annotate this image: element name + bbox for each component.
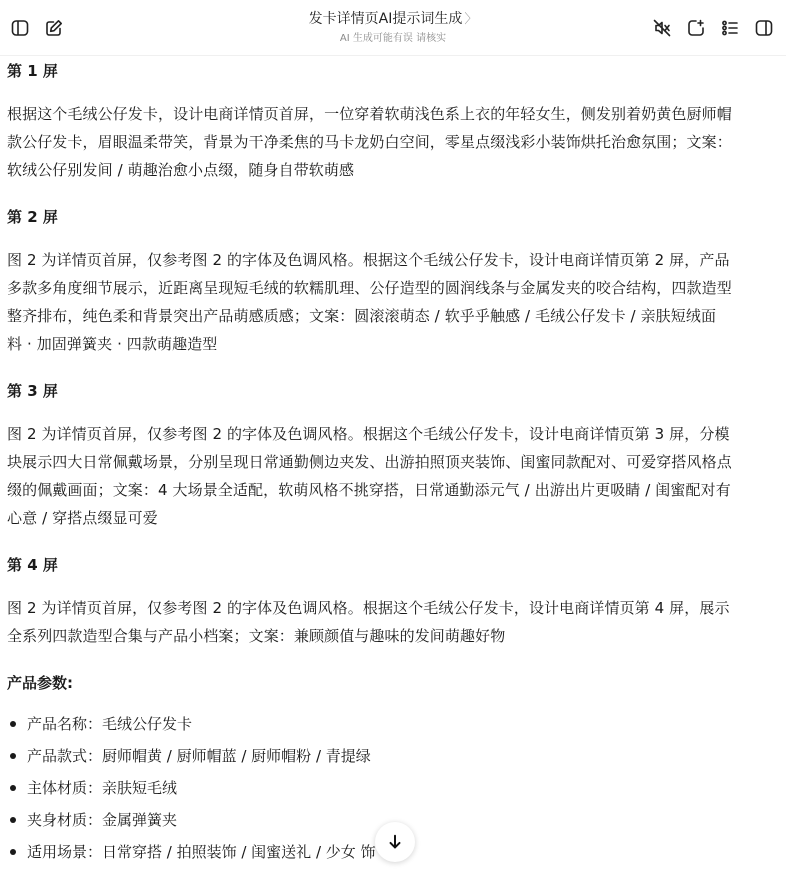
paragraph-line: 图 2 为详情页首屏，仅参考图 2 的字体及色调风格。根据这个毛绒公仔发卡，设计电商详情页第 3 屏，分模	[7, 425, 730, 443]
paragraph-line: 心意 / 穿搭点缀显可爱	[7, 509, 158, 527]
new-chat-button[interactable]	[684, 16, 708, 40]
ai-disclaimer: AI 生成可能有误 请核实	[339, 33, 447, 44]
sidebar-toggle-icon	[10, 18, 30, 38]
new-chat-icon	[686, 18, 706, 38]
section-title: 第 2 屏	[7, 208, 58, 226]
message-content	[7, 56, 779, 869]
section-body	[7, 420, 779, 532]
panel-icon	[754, 18, 774, 38]
params-title: 产品参数:	[7, 674, 73, 692]
section-body	[7, 594, 779, 650]
section-title: 第 3 屏	[7, 382, 58, 400]
paragraph-line: 整齐排布，纯色柔和背景突出产品萌感质感；文案：圆滚滚萌态 / 软乎乎触感 / 毛绒公仔发卡 / 亲肤短绒面	[7, 307, 717, 325]
paragraph-line: 图 2 为详情页首屏，仅参考图 2 的字体及色调风格。根据这个毛绒公仔发卡，设计电商详情页第 4 屏，展示	[7, 599, 730, 617]
mute-icon	[652, 18, 672, 38]
list-button[interactable]	[718, 16, 742, 40]
paragraph-line: 根据这个毛绒公仔发卡，设计电商详情页首屏，一位穿着软萌浅色系上衣的年轻女生，侧发别着奶黄色厨师帽	[7, 105, 732, 123]
list-item: 产品名称：毛绒公仔发卡	[7, 708, 779, 740]
paragraph-line: 块展示四大日常佩戴场景，分别呈现日常通勤侧边夹发、出游拍照顶夹装饰、闺蜜同款配对、可爱穿搭风格点	[7, 453, 732, 471]
mute-button[interactable]	[650, 16, 674, 40]
section-title: 第 1 屏	[7, 62, 58, 80]
header-title-area[interactable]	[193, 9, 593, 46]
sidebar-toggle-button[interactable]	[8, 16, 32, 40]
list-item: 夹身材质：金属弹簧夹	[7, 804, 779, 836]
list-icon	[720, 18, 740, 38]
edit-icon	[44, 18, 64, 38]
paragraph-line: 缀的佩戴画面；文案：4 大场景全适配，软萌风格不挑穿搭，日常通勤添元气 / 出游出片更吸睛 / 闺蜜配对有	[7, 481, 731, 499]
paragraph-line: 款公仔发卡，眉眼温柔带笑，背景为干净柔焦的马卡龙奶白空间，零星点缀浅彩小装饰烘托治愈氛围；文案：	[7, 133, 732, 151]
section-title: 第 4 屏	[7, 556, 58, 574]
top-bar	[0, 0, 786, 56]
section-body	[7, 100, 779, 184]
list-item: 主体材质：亲肤短毛绒	[7, 772, 779, 804]
chevron-right-icon: 〉	[464, 12, 478, 27]
paragraph-line: 料 · 加固弹簧夹 · 四款萌趣造型	[7, 335, 218, 353]
paragraph-line: 软绒公仔别发间 / 萌趣治愈小点缀，随身自带软萌感	[7, 161, 355, 179]
page-title[interactable]	[193, 9, 593, 30]
list-item: 适用场景：日常穿搭 / 拍照装饰 / 闺蜜送礼 / 少女 饰	[7, 836, 779, 868]
page-title-text: 发卡详情页AI提示词生成	[308, 11, 463, 27]
paragraph-line: 多款多角度细节展示，近距离呈现短毛绒的软糯肌理、公仔造型的圆润线条与金属发夹的咬合结构，四款造型	[7, 279, 732, 297]
panel-button[interactable]	[752, 16, 776, 40]
list-item: 产品款式：厨师帽黄 / 厨师帽蓝 / 厨师帽粉 / 青提绿	[7, 740, 779, 772]
scroll-to-bottom-button[interactable]	[375, 822, 415, 862]
section-body	[7, 246, 779, 358]
paragraph-line: 全系列四款造型合集与产品小档案；文案：兼顾颜值与趣味的发间萌趣好物	[7, 627, 506, 645]
edit-button[interactable]	[42, 16, 66, 40]
arrow-down-icon	[386, 833, 404, 851]
paragraph-line: 图 2 为详情页首屏，仅参考图 2 的字体及色调风格。根据这个毛绒公仔发卡，设计电商详情页第 2 屏，产品	[7, 251, 730, 269]
